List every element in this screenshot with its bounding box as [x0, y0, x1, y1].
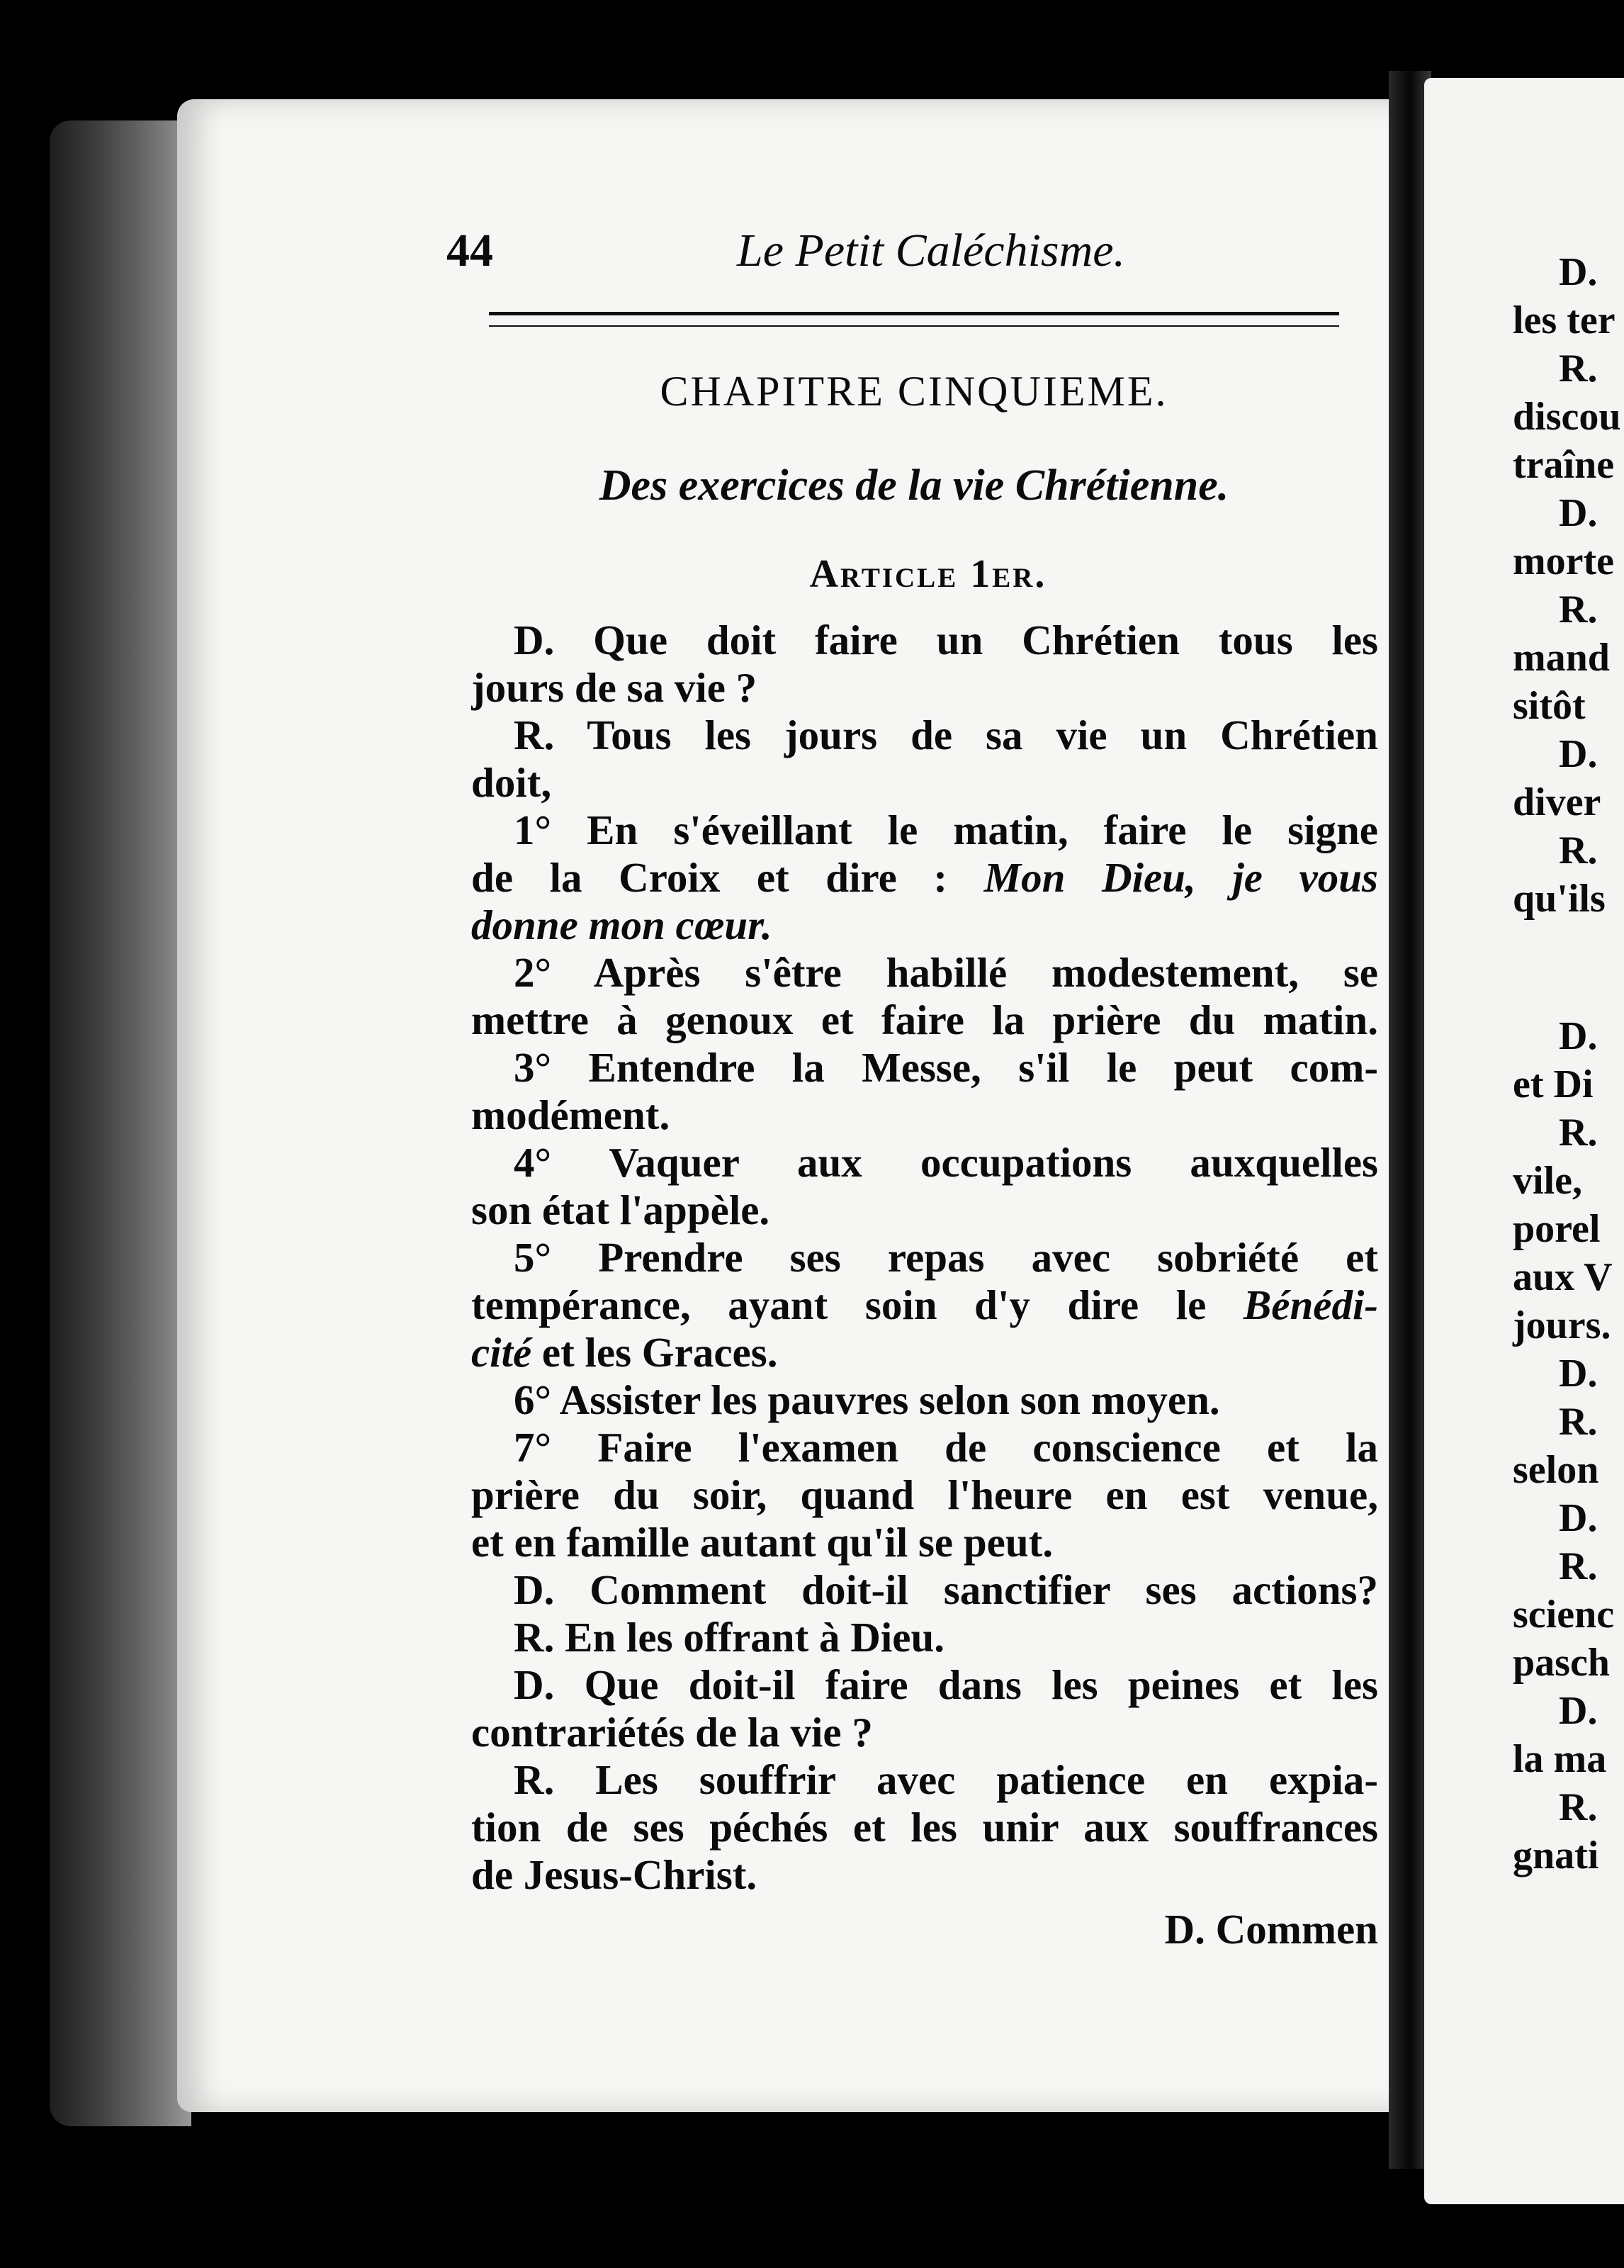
text-line: [471, 854, 1378, 902]
header-rule: [489, 312, 1339, 327]
right-fragment: R.: [1559, 347, 1598, 391]
right-fragment: R.: [1559, 1544, 1598, 1588]
text-line: R. Tous les jours de sa vie un Chrétien: [514, 712, 1378, 758]
right-fragment: diver: [1513, 780, 1601, 824]
italic-phrase: cité: [471, 1329, 532, 1376]
right-fragment: R.: [1559, 1400, 1598, 1444]
right-fragment: D.: [1559, 732, 1598, 776]
text-line: doit,: [471, 759, 552, 806]
right-fragment: R.: [1559, 1111, 1598, 1155]
right-fragment: vile,: [1513, 1159, 1582, 1203]
article-heading: Article 1er.: [809, 552, 1047, 596]
right-fragment: D.: [1559, 1014, 1598, 1058]
right-fragment: D.: [1559, 250, 1598, 294]
text-line: donne mon cœur.: [471, 902, 772, 948]
running-head: [0, 224, 1624, 288]
catchword: D. Commen: [1164, 1906, 1378, 1953]
text-line: jours de sa vie ?: [471, 664, 757, 711]
right-fragment: et Di: [1513, 1062, 1594, 1106]
right-fragment: D.: [1559, 1352, 1598, 1396]
text-line: [471, 1281, 1378, 1329]
chapter-title: CHAPITRE CINQUIEME.: [660, 368, 1168, 415]
right-fragment: mand: [1513, 636, 1610, 680]
text-line: modément.: [471, 1091, 670, 1138]
text-line: et en famille autant qu'il se peut.: [471, 1519, 1054, 1566]
right-fragment: traîne: [1513, 443, 1615, 487]
right-fragment: gnati: [1513, 1834, 1599, 1877]
text-line: D. Comment doit-il sanctifier ses actions?: [514, 1566, 1378, 1613]
text-run: de la Croix et dire :: [471, 854, 984, 901]
text-line: 7° Faire l'examen de conscience et la: [514, 1424, 1378, 1471]
chapter-subtitle: Des exercices de la vie Chrétienne.: [599, 461, 1229, 510]
page-number: 44: [446, 225, 493, 276]
right-fragment: R.: [1559, 1785, 1598, 1829]
text-line: prière du soir, quand l'heure en est venue,: [471, 1471, 1378, 1518]
italic-phrase: Bénédi-: [1243, 1281, 1378, 1328]
right-fragment: qu'ils: [1513, 877, 1606, 921]
right-fragment: pasch: [1513, 1641, 1610, 1685]
text-line: R. En les offrant à Dieu.: [514, 1614, 945, 1661]
right-fragment: R.: [1559, 829, 1598, 872]
right-fragment: la ma: [1513, 1737, 1607, 1781]
right-fragment: les ter: [1513, 298, 1615, 342]
right-fragment: discou: [1513, 395, 1621, 439]
text-line: tion de ses péchés et les unir aux souffrances: [471, 1804, 1378, 1851]
right-fragment: selon: [1513, 1448, 1599, 1492]
italic-phrase: Mon Dieu, je vous: [983, 854, 1378, 901]
right-fragment: scienc: [1513, 1593, 1615, 1637]
right-fragment: D.: [1559, 1496, 1598, 1540]
text-line: 5° Prendre ses repas avec sobriété et: [514, 1234, 1378, 1281]
book-spine-edge: [50, 120, 191, 2126]
text-line: de Jesus-Christ.: [471, 1851, 757, 1898]
right-fragment: D.: [1559, 491, 1598, 535]
catechism-text: [471, 617, 1378, 1953]
right-fragment: aux V: [1513, 1255, 1613, 1299]
right-fragment: porel: [1513, 1207, 1601, 1251]
text-line: contrariétés de la vie ?: [471, 1709, 873, 1756]
text-run: tempérance, ayant soin d'y dire le: [471, 1281, 1244, 1328]
text-line: son état l'appèle.: [471, 1186, 770, 1233]
text-line: 2° Après s'être habillé modestement, se: [514, 949, 1378, 996]
text-run: et les Graces.: [531, 1329, 778, 1376]
text-line: mettre à genoux et faire la prière du matin.: [471, 997, 1378, 1043]
text-line: R. Les souffrir avec patience en expia-: [514, 1756, 1378, 1803]
text-line: 4° Vaquer aux occupations auxquelles: [514, 1139, 1378, 1186]
text-line: 1° En s'éveillant le matin, faire le signe: [514, 807, 1378, 853]
right-fragment: jours.: [1513, 1303, 1611, 1347]
text-line: 3° Entendre la Messe, s'il le peut com-: [514, 1044, 1378, 1091]
right-fragment: R.: [1559, 588, 1598, 631]
running-title: Le Petit Caléchisme.: [737, 225, 1126, 276]
text-line: 6° Assister les pauvres selon son moyen.: [514, 1376, 1220, 1423]
right-fragment: sitôt: [1513, 684, 1586, 728]
right-fragment: morte: [1513, 539, 1615, 583]
text-line: D. Que doit-il faire dans les peines et les: [514, 1661, 1378, 1708]
text-line: [471, 1329, 1378, 1376]
text-line: D. Que doit faire un Chrétien tous les: [514, 617, 1378, 663]
right-fragment: D.: [1559, 1689, 1598, 1733]
